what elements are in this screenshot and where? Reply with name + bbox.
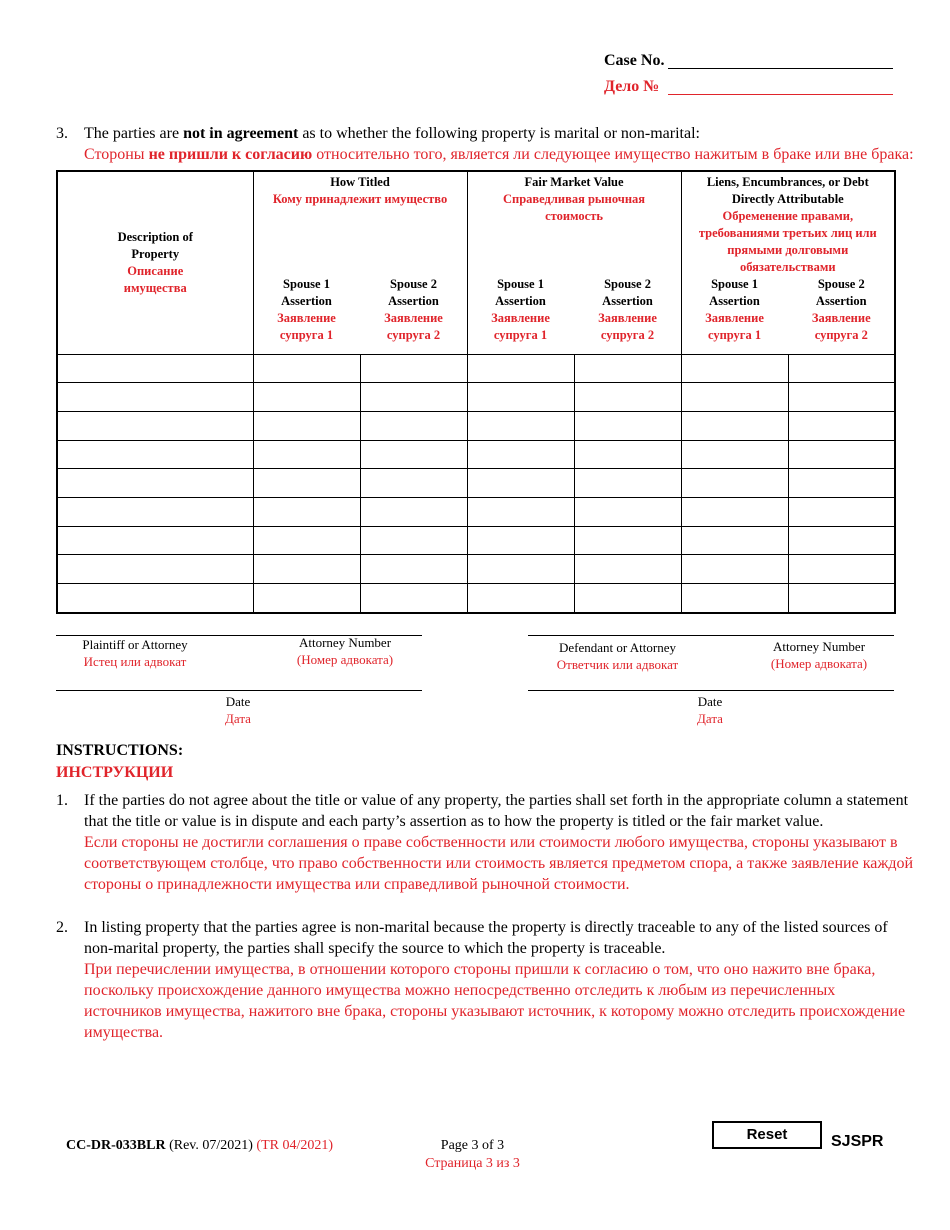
table-row (57, 354, 895, 383)
plaintiff-label-ru: Истец или адвокат (83, 654, 187, 669)
table-row (57, 584, 895, 613)
liens-spouse2-header (788, 276, 895, 354)
assertion-cell[interactable] (788, 555, 895, 584)
assertion-cell[interactable] (574, 354, 681, 383)
property-description-cell[interactable] (57, 469, 253, 498)
date-en: Date (697, 694, 723, 709)
fmv-spouse1-header (467, 276, 574, 354)
defendant-signature-line[interactable] (528, 635, 894, 636)
spouse1-en: Spouse 1 Assertion (709, 277, 760, 308)
assertion-cell[interactable] (253, 383, 360, 412)
spouse1-ru: Заявление супруга 1 (491, 311, 550, 342)
plaintiff-label-en: Plaintiff or Attorney (82, 637, 188, 652)
plaintiff-attorney-number-ru: (Номер адвоката) (296, 652, 394, 667)
spouse2-en: Spouse 2 Assertion (602, 277, 653, 308)
spouse2-en: Spouse 2 Assertion (388, 277, 439, 308)
assertion-cell[interactable] (360, 383, 467, 412)
item-3-text-ru: Стороны не пришли к согласию относительно того, является ли следующее имущество нажитым в браке или вне брака: (84, 146, 914, 163)
assertion-cell[interactable] (681, 411, 788, 440)
spouse2-ru: Заявление супруга 2 (598, 311, 657, 342)
form-id-line (66, 1137, 333, 1155)
assertion-cell[interactable] (467, 440, 574, 469)
assertion-cell[interactable] (574, 440, 681, 469)
spouse2-ru: Заявление супруга 2 (811, 311, 871, 342)
page-number-en: Page 3 of 3 (440, 1138, 505, 1153)
assertion-cell[interactable] (788, 411, 895, 440)
form-id: CC-DR-033BLR (66, 1138, 166, 1153)
assertion-cell[interactable] (253, 584, 360, 613)
table-row (57, 411, 895, 440)
case-number-field[interactable] (668, 50, 893, 69)
spouse2-ru: Заявление супруга 2 (384, 311, 443, 342)
spouse2-en: Spouse 2 Assertion (815, 277, 867, 308)
assertion-cell[interactable] (574, 383, 681, 412)
property-table (56, 170, 896, 614)
assertion-cell[interactable] (253, 555, 360, 584)
assertion-cell[interactable] (467, 469, 574, 498)
plaintiff-attorney-number-label (270, 634, 420, 668)
description-header-en: Description of Property (117, 229, 193, 261)
property-description-cell[interactable] (57, 411, 253, 440)
instruction-2-ru: При перечислении имущества, в отношении которого стороны пришли к согласию о том, что оно нажито вне брака, поскольку происхождение данного имущества можно непосредственно отследить к любым из перечисленных источников имущества, нажитого вне брака, стороны указывают источник, к которому можно отследить происхождение имущества. (84, 961, 906, 1041)
assertion-cell[interactable] (788, 440, 895, 469)
plaintiff-attorney-number-en: Attorney Number (298, 635, 392, 650)
date-en: Date (225, 694, 251, 709)
assertion-cell[interactable] (574, 469, 681, 498)
assertion-cell[interactable] (467, 354, 574, 383)
assertion-cell[interactable] (253, 440, 360, 469)
property-description-cell[interactable] (57, 526, 253, 555)
table-row (57, 555, 895, 584)
how-titled-en: How Titled (330, 175, 390, 189)
defendant-date-line[interactable] (528, 690, 894, 691)
assertion-cell[interactable] (574, 411, 681, 440)
spouse1-ru: Заявление супруга 1 (705, 311, 764, 342)
assertion-cell[interactable] (574, 497, 681, 526)
assertion-cell[interactable] (788, 497, 895, 526)
property-description-cell[interactable] (57, 555, 253, 584)
assertion-cell[interactable] (253, 469, 360, 498)
page-number-ru: Страница 3 из 3 (425, 1156, 520, 1171)
property-description-cell[interactable] (57, 354, 253, 383)
assertion-cell[interactable] (681, 497, 788, 526)
defendant-label-ru: Ответчик или адвокат (556, 657, 679, 672)
assertion-cell[interactable] (360, 526, 467, 555)
assertion-cell[interactable] (681, 354, 788, 383)
assertion-cell[interactable] (467, 555, 574, 584)
property-description-cell[interactable] (57, 584, 253, 613)
spouse1-en: Spouse 1 Assertion (495, 277, 546, 308)
case-number-ru-line (668, 76, 893, 95)
instruction-1-body (84, 790, 914, 895)
assertion-cell[interactable] (681, 469, 788, 498)
assertion-cell[interactable] (681, 555, 788, 584)
assertion-cell[interactable] (681, 584, 788, 613)
assertion-cell[interactable] (574, 555, 681, 584)
fair-market-value-header (467, 171, 681, 276)
liens-ru: Обременение правами, требованиями третьих лиц или прямыми долговыми обязательствами (698, 209, 877, 274)
instruction-1-en: If the parties do not agree about the title or value of any property, the parties shall set forth in the appropriate column a statement that the title or value is in dispute and each party’s assertion as to how the property is titled or the fair market value. (84, 792, 909, 830)
assertion-cell[interactable] (788, 584, 895, 613)
description-header-ru: Описание имущества (123, 263, 187, 295)
defendant-attorney-number-en: Attorney Number (772, 639, 866, 654)
assertion-cell[interactable] (788, 469, 895, 498)
instructions-heading-en: INSTRUCTIONS: (56, 742, 184, 759)
assertion-cell[interactable] (788, 354, 895, 383)
how-titled-header (253, 171, 467, 276)
table-row (57, 526, 895, 555)
assertion-cell[interactable] (360, 469, 467, 498)
assertion-cell[interactable] (467, 584, 574, 613)
fair-market-value-en: Fair Market Value (524, 175, 624, 189)
assertion-cell[interactable] (467, 497, 574, 526)
assertion-cell[interactable] (681, 383, 788, 412)
date-ru: Дата (697, 711, 723, 726)
assertion-cell[interactable] (788, 526, 895, 555)
case-number-label: Case No. (604, 52, 665, 69)
instruction-2-body (84, 917, 914, 1043)
assertion-cell[interactable] (574, 584, 681, 613)
fmv-spouse2-header (574, 276, 681, 354)
table-row (57, 440, 895, 469)
assertion-cell[interactable] (360, 354, 467, 383)
spouse1-en: Spouse 1 Assertion (281, 277, 332, 308)
assertion-cell[interactable] (360, 440, 467, 469)
description-header (57, 171, 253, 354)
property-description-cell[interactable] (57, 383, 253, 412)
table-row (57, 469, 895, 498)
defendant-date-label (660, 693, 760, 727)
how-titled-spouse2-header (360, 276, 467, 354)
assertion-cell[interactable] (467, 383, 574, 412)
table-row (57, 383, 895, 412)
assertion-cell[interactable] (467, 411, 574, 440)
page-number (410, 1137, 535, 1173)
spouse1-ru: Заявление супруга 1 (277, 311, 336, 342)
assertion-cell[interactable] (360, 411, 467, 440)
instructions-heading (56, 740, 183, 784)
liens-en: Liens, Encumbrances, or Debt Directly Attributable (706, 175, 869, 206)
instructions-heading-ru: ИНСТРУКЦИИ (56, 764, 174, 781)
how-titled-spouse1-header (253, 276, 360, 354)
item-3-text-en: The parties are not in agreement as to whether the following property is marital or non-marital: (84, 125, 700, 142)
fair-market-value-ru: Справедливая рыночная стоимость (502, 192, 646, 223)
form-translation-date: (TR 04/2021) (252, 1138, 334, 1153)
assertion-cell[interactable] (253, 497, 360, 526)
liens-header (681, 171, 895, 276)
instruction-2-en: In listing property that the parties agree is non-marital because the property is directly traceable to any of the listed sources of non-marital property, the parties shall specify the source to which the property is traceable. (84, 919, 888, 957)
instruction-1-ru: Если стороны не достигли соглашения о праве собственности или стоимости любого имущества, стороны указывают в соответствующем столбце, что право собственности или стоимость является предметом спора, а также заявление каждой стороны о принадлежности имущества или справедливой рыночной стоимости. (84, 834, 914, 893)
liens-spouse1-header (681, 276, 788, 354)
plaintiff-label (60, 636, 210, 670)
assertion-cell[interactable] (360, 497, 467, 526)
plaintiff-date-line[interactable] (56, 690, 422, 691)
defendant-label (540, 639, 695, 673)
form-code: SJSPR (831, 1133, 884, 1150)
defendant-label-en: Defendant or Attorney (559, 640, 676, 655)
property-description-cell[interactable] (57, 440, 253, 469)
form-revision: (Rev. 07/2021) (165, 1138, 253, 1153)
case-number-label-ru: Дело № (604, 78, 660, 95)
instruction-1-number: 1. (56, 792, 68, 809)
assertion-cell[interactable] (788, 383, 895, 412)
assertion-cell[interactable] (253, 526, 360, 555)
plaintiff-date-label (188, 693, 288, 727)
instruction-2-number: 2. (56, 919, 68, 936)
date-ru: Дата (225, 711, 251, 726)
property-description-cell[interactable] (57, 497, 253, 526)
assertion-cell[interactable] (681, 440, 788, 469)
assertion-cell[interactable] (681, 526, 788, 555)
assertion-cell[interactable] (467, 526, 574, 555)
assertion-cell[interactable] (253, 354, 360, 383)
reset-button[interactable]: Reset (712, 1121, 822, 1149)
assertion-cell[interactable] (360, 584, 467, 613)
assertion-cell[interactable] (360, 555, 467, 584)
table-row (57, 497, 895, 526)
assertion-cell[interactable] (253, 411, 360, 440)
defendant-attorney-number-label (744, 638, 894, 672)
assertion-cell[interactable] (574, 526, 681, 555)
how-titled-ru: Кому принадлежит имущество (272, 192, 448, 206)
defendant-attorney-number-ru: (Номер адвоката) (770, 656, 868, 671)
item-3-number: 3. (56, 125, 68, 142)
